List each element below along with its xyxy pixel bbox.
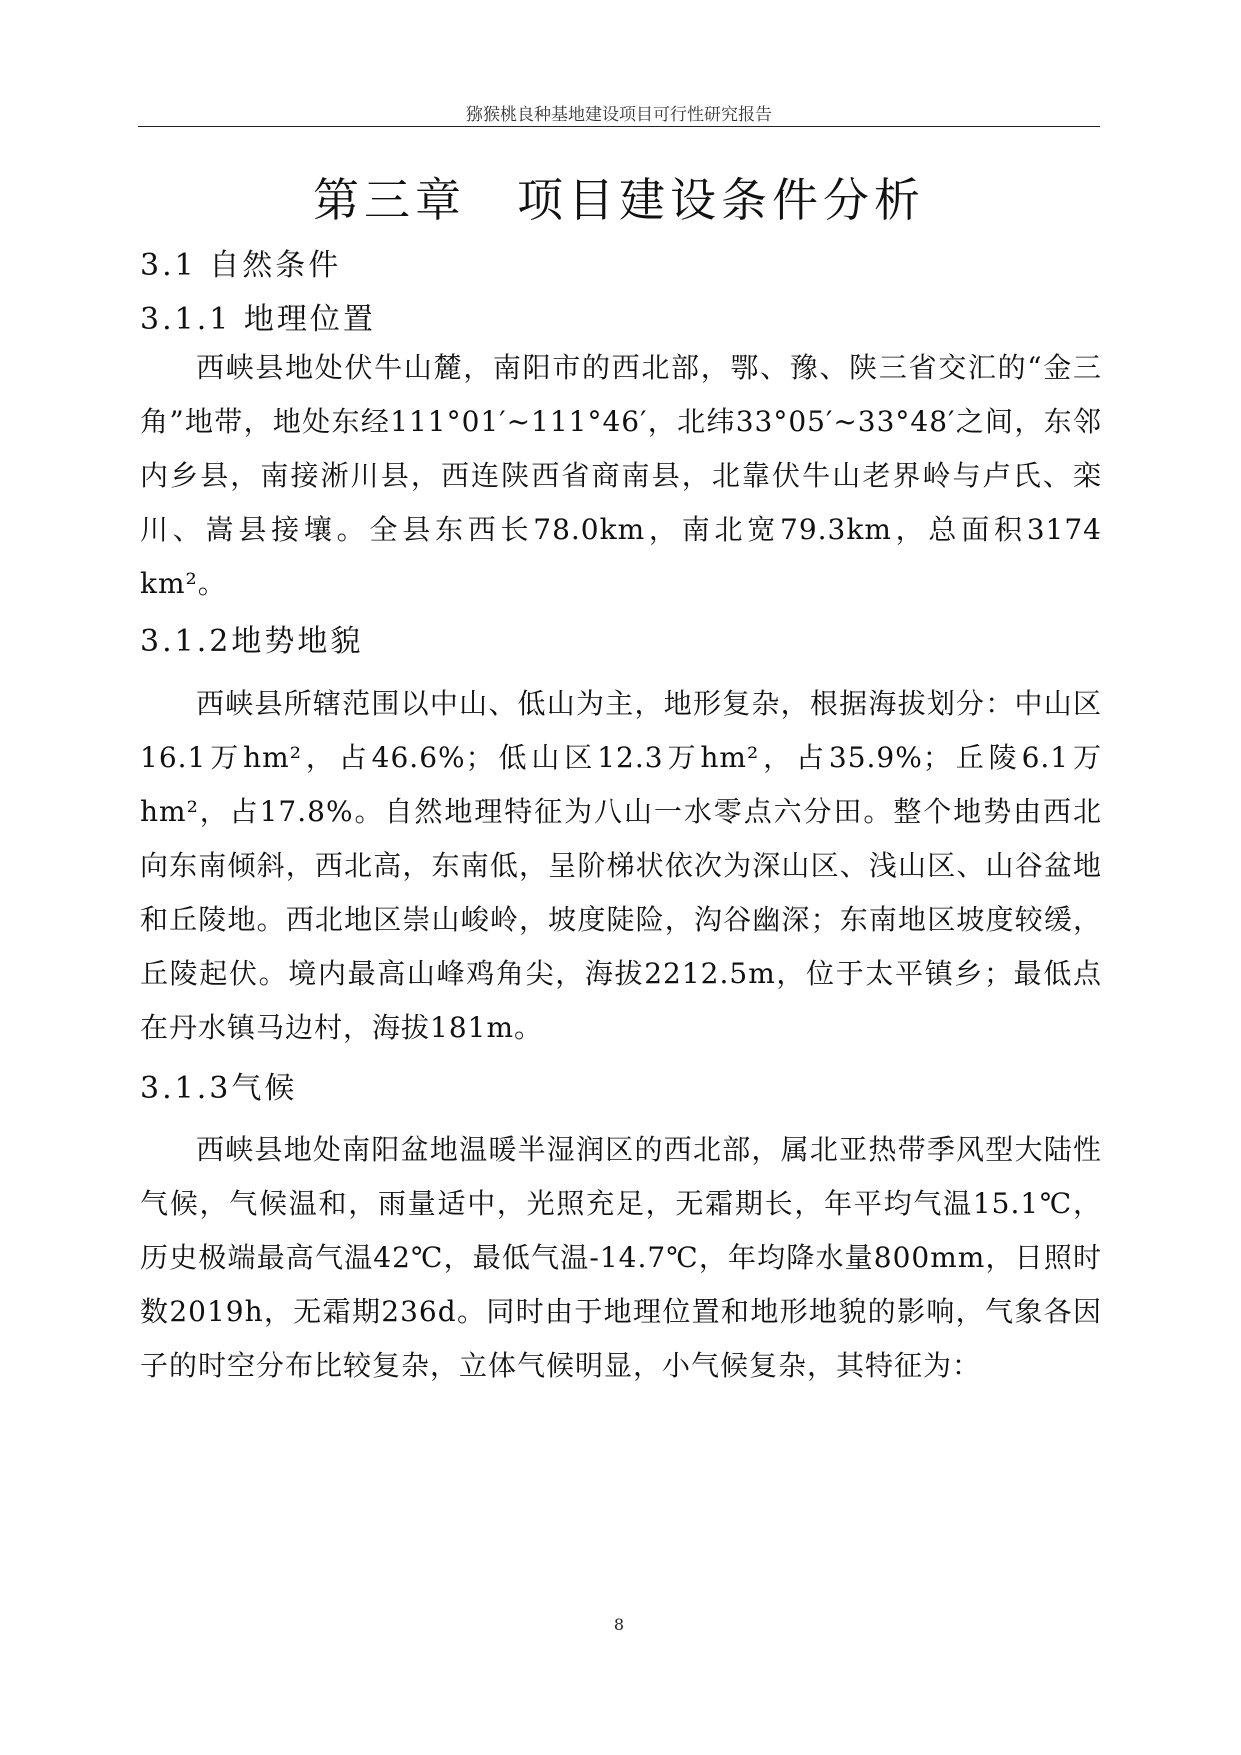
- chapter-title: 第三章 项目建设条件分析: [313, 173, 925, 227]
- section-heading-3-1-2: 3.1.2地势地貌: [140, 624, 364, 659]
- running-header: 猕猴桃良种基地建设项目可行性研究报告: [466, 105, 772, 125]
- section-heading-3-1: 3.1 自然条件: [140, 248, 342, 283]
- paragraph-terrain: 西峡县所辖范围以中山、低山为主，地形复杂，根据海拔划分：中山区16.1万hm²，占46.6%；低山区12.3万hm²，占35.9%；丘陵6.1万hm²，占17.8%。自然地理特征为八山一水零点六分田。整个地势由西北向东南倾斜，西北高，东南低，呈阶梯状依次为深山区、浅山区、山谷盆地和丘陵地。西北地区崇山峻岭，坡度陡险，沟谷幽深；东南地区坡度较缓，丘陵起伏。境内最高山峰鸡角尖，海拔2212.5m，位于太平镇乡；最低点在丹水镇马边村，海拔181m。: [140, 687, 1102, 1044]
- header-divider: [138, 126, 1100, 127]
- page-number: 8: [613, 1615, 625, 1634]
- section-heading-3-1-3: 3.1.3气候: [140, 1071, 298, 1106]
- paragraph-climate: 西峡县地处南阳盆地温暖半湿润区的西北部，属北亚热带季风型大陆性气候，气候温和，雨量适中，光照充足，无霜期长，年平均气温15.1℃，历史极端最高气温42℃，最低气温-14.7℃，年均降水量800mm，日照时数2019h，无霜期236d。同时由于地理位置和地形地貌的影响，气象各因子的时空分布比较复杂，立体气候明显，小气候复杂，其特征为：: [140, 1133, 1102, 1382]
- section-heading-3-1-1: 3.1.1 地理位置: [140, 302, 376, 337]
- paragraph-geographic-location: 西峡县地处伏牛山麓，南阳市的西北部，鄂、豫、陕三省交汇的“金三角”地带，地处东经111°01′~111°46′，北纬33°05′~33°48′之间，东邻内乡县，南接淅川县，西连陕西省商南县，北靠伏牛山老界岭与卢氏、栾川、嵩县接壤。全县东西长78.0km，南北宽79.3km，总面积3174 km²。: [140, 351, 1102, 600]
